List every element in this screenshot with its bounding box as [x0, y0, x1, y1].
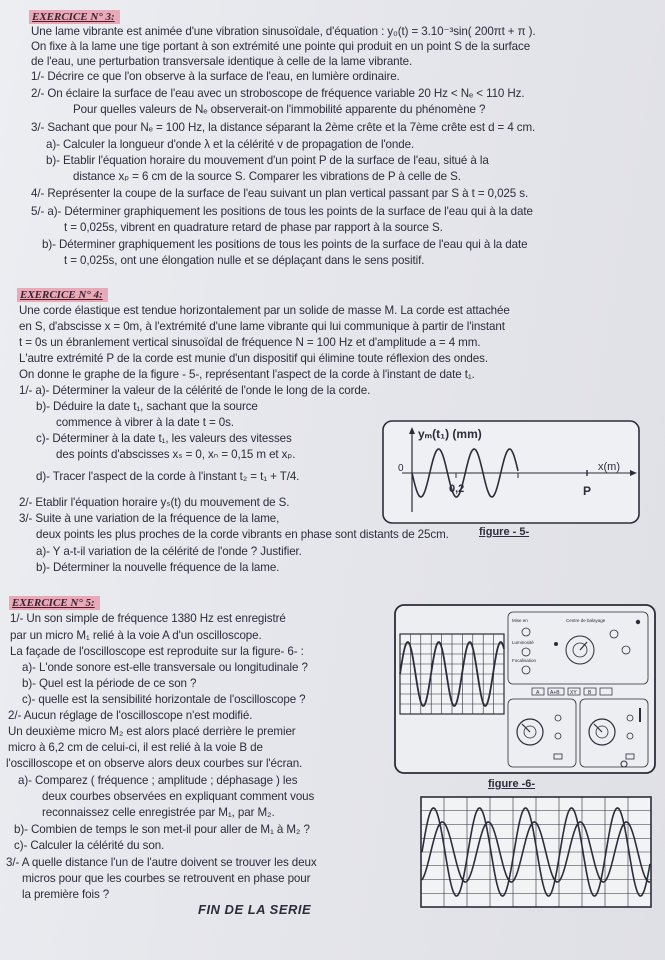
figure-5-caption: figure - 5-	[479, 526, 530, 538]
figure-5-origin: 0	[398, 463, 404, 474]
ex4-question-3: 3/- Suite à une variation de la fréquence de la lame,	[19, 512, 280, 525]
ex4-question-1c: c)- Déterminer à la date t₁, les valeurs des vitesses	[36, 432, 292, 445]
ex5-line-10: l'oscilloscope et on observe alors deux courbes sur l'écran.	[6, 757, 303, 770]
ex3-question-4: 4/- Représenter la coupe de la surface de l'eau suivant un plan vertical passant par S à t = 0,025 s.	[31, 187, 529, 200]
figure-5-point-label: P	[583, 484, 592, 498]
ex4-question-1b: b)- Déduire la date t₁, sachant que la source	[36, 400, 258, 413]
ex5-question-3-line-3: la première fois ?	[22, 888, 110, 901]
ex3-question-3b: b)- Etablir l'équation horaire du mouvement d'un point P de la surface de l'eau, situé à la	[46, 154, 489, 167]
ex3-question-5b: b)- Déterminer graphiquement les positions de tous les points de la surface de l'eau qui à la date	[42, 238, 528, 251]
exercise-3-header: EXERCICE N° 3:	[29, 10, 120, 24]
ex3-question-1: 1/- Décrire ce que l'on observe à la surface de l'eau, en lumière ordinaire.	[31, 70, 400, 83]
panel-label-4: Centre de balayage	[566, 618, 606, 623]
ex5-line-2: par un micro M₁ relié à la voie A d'un oscilloscope.	[10, 629, 262, 642]
ex3-line-1: Une lame vibrante est animée d'une vibration sinusoïdale, d'équation : y₀(t) = 3.10⁻³sin( 200πt + π ).	[31, 25, 536, 38]
ex5-question-1c: c)- quelle est la sensibilité horizontale de l'oscilloscope ?	[22, 693, 306, 706]
ex5-question-3: 3/- A quelle distance l'un de l'autre doivent se trouver les deux	[6, 856, 317, 869]
ex4-line-4: L'autre extrémité P de la corde est munie d'un dispositif qui élimine toute réflexion des ondes.	[19, 352, 488, 365]
ex3-question-5a: 5/- a)- Déterminer graphiquement les positions de tous les points de la surface de l'eau qui à la date	[31, 205, 533, 218]
button-label-xy: XY	[570, 690, 577, 696]
ex5-line-9: micro à 6,2 cm de celui-ci, il est relié à la voie B de	[8, 741, 263, 754]
ex4-line-3: t = 0s un ébranlement vertical sinusoïdal de fréquence N = 100 Hz et d'amplitude a = 4 mm.	[19, 336, 481, 349]
ex3-line-3: de l'eau, une perturbation transversale identique à celle de la lame vibrante.	[31, 55, 413, 68]
two-curves-screen	[420, 796, 652, 908]
ex5-question-2a: a)- Comparez ( fréquence ; amplitude ; déphasage ) les	[18, 774, 298, 787]
ex3-question-3: 3/- Sachant que pour Nₑ = 100 Hz, la distance séparant la 2ème crête et la 7ème crête est d = 4 cm.	[31, 121, 536, 134]
ex3-question-5b-text: t = 0,025s, ont une élongation nulle et se déplaçant dans le sens positif.	[64, 254, 425, 267]
ex3-question-3b-text: distance xₚ = 6 cm de la source S. Comparer les vibrations de P à celle de S.	[73, 170, 461, 183]
ex3-line-2: On fixe à la lame une tige portant à son extrémité une pointe qui produit en un point S de la surface	[31, 40, 531, 53]
ex4-question-2: 2/- Etablir l'équation horaire yₛ(t) du mouvement de S.	[19, 496, 290, 509]
button-label-a: A	[536, 690, 540, 696]
ex5-question-2: 2/- Aucun réglage de l'oscilloscope n'est modifié.	[8, 709, 253, 722]
ex5-question-2a-line-3: reconnaissez celle enregistrée par M₁, par M₂.	[42, 806, 275, 819]
ex4-line-1: Une corde élastique est tendue horizontalement par un solide de masse M. La corde est attachée	[19, 304, 510, 317]
ex4-question-1c-text: des points d'abscisses xₛ = 0, xₙ = 0,15 m et xₚ.	[56, 448, 296, 461]
figure-5	[382, 420, 640, 524]
panel-label-1: Mise en	[512, 618, 528, 623]
ex4-question-3b: b)- Déterminer la nouvelle fréquence de la lame.	[36, 561, 280, 574]
ex5-question-2c: c)- Calculer la célérité du son.	[14, 839, 165, 852]
ex4-question-3a: a)- Y a-t-il variation de la célérité de l'onde ? Justifier.	[36, 545, 302, 558]
ex4-question-1a: 1/- a)- Déterminer la valeur de la célérité de l'onde le long de la corde.	[19, 384, 371, 397]
ex4-line-5: On donne le graphe de la figure - 5-, représentant l'aspect de la corde à l'instant de date t₁.	[19, 368, 475, 381]
figure-5-xlabel: x(m)	[598, 461, 620, 473]
ex5-line-3: La façade de l'oscilloscope est reproduite sur la figure- 6- :	[10, 645, 304, 658]
button-label-a-plus-b: A+B	[550, 690, 560, 696]
ex5-question-1b: b)- Quel est la période de ce son ?	[22, 677, 197, 690]
figure-5-graph	[382, 420, 640, 524]
ex5-question-1: 1/- Un son simple de fréquence 1380 Hz est enregistré	[10, 612, 286, 625]
ex4-question-3-text: deux points les plus proches de la corde vibrants en phase sont distants de 25cm.	[36, 528, 449, 541]
ex4-question-1d: d)- Tracer l'aspect de la corde à l'instant t₂ = t₁ + T/4.	[36, 470, 300, 483]
ex5-question-2b: b)- Combien de temps le son met-il pour aller de M₁ à M₂ ?	[14, 823, 310, 836]
ex4-question-1b-text: commence à vibrer à la date t = 0s.	[56, 416, 234, 429]
ex5-line-8: Un deuxième micro M₂ est alors placé derrière le premier	[8, 725, 296, 738]
ex3-question-3a: a)- Calculer la longueur d'onde λ et la célérité v de propagation de l'onde.	[46, 138, 415, 151]
oscilloscope-facade	[394, 604, 656, 774]
exercise-5-header: EXERCICE N° 5:	[9, 596, 100, 610]
ex5-question-2a-line-2: deux courbes observées en expliquant comment vous	[42, 790, 315, 803]
panel-label-3: Focalisation	[512, 658, 537, 663]
ex3-question-2: 2/- On éclaire la surface de l'eau avec un stroboscope de fréquence variable 20 Hz < Nₑ < 110 Hz.	[31, 87, 525, 100]
exercise-4-header: EXERCICE N° 4:	[17, 288, 108, 302]
figure-6-caption: figure -6-	[488, 778, 536, 790]
ex3-question-2-text: Pour quelles valeurs de Nₑ observerait-on l'immobilité apparente du phénomène ?	[73, 103, 486, 116]
panel-label-2: Luminosité	[512, 640, 534, 645]
footer-end-text: FIN DE LA SERIE	[198, 902, 312, 917]
two-curves-drawing	[420, 796, 652, 908]
button-label-b: B	[588, 690, 592, 696]
ex5-question-3-line-2: micros pour que les courbes se retrouvent en phase pour	[22, 872, 311, 885]
ex3-question-5a-text: t = 0,025s, vibrent en quadrature retard de phase par rapport à la source S.	[64, 221, 443, 234]
oscilloscope-drawing	[394, 604, 656, 774]
ex4-line-2: en S, d'abscisse x = 0m, à l'extrémité d'une lame vibrante qui lui communique à partir de l'instant	[19, 320, 505, 333]
figure-5-ylabel: yₘ(t₁) (mm)	[418, 427, 482, 441]
ex5-question-1a: a)- L'onde sonore est-elle transversale ou longitudinale ?	[22, 661, 308, 674]
figure-5-tick: 0,2	[449, 483, 465, 495]
